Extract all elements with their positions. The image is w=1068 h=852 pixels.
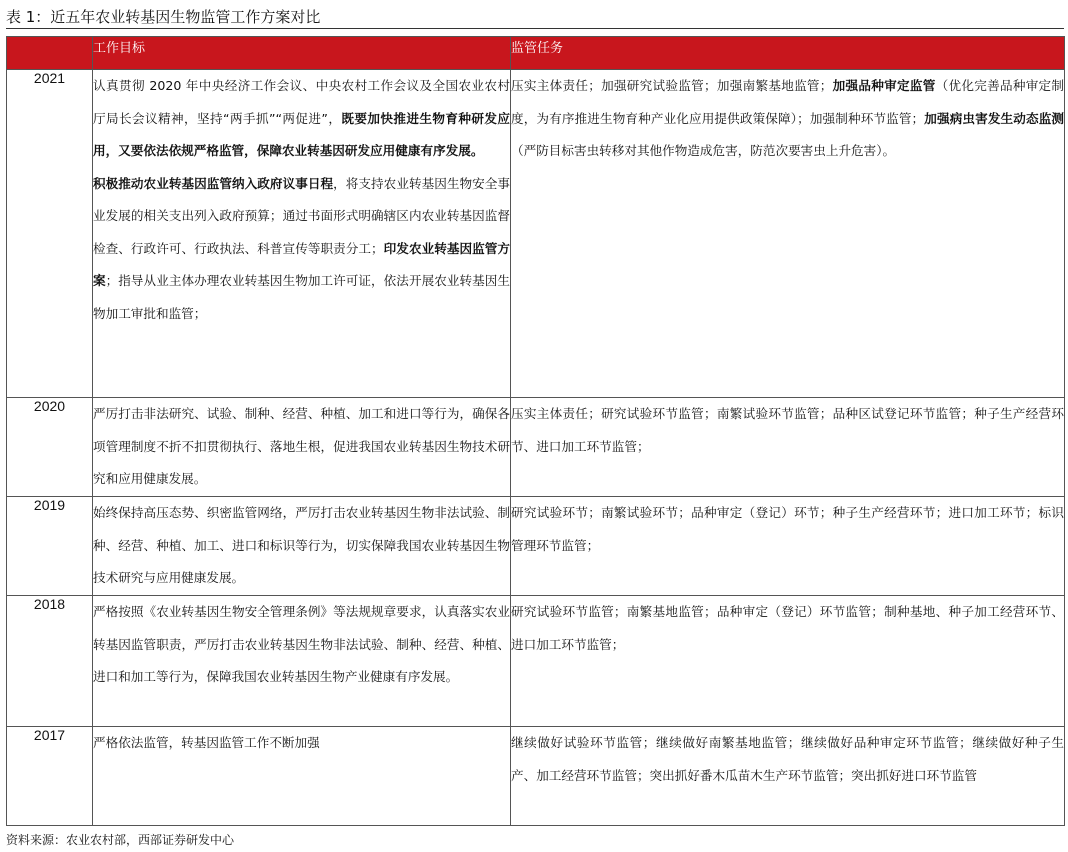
cell-paragraph (93, 168, 510, 331)
cell-text: （优化完善品种审定制度，为有序推进生物育种产业化应用提供政策保障）；加强制种环节监管； (511, 78, 1065, 126)
header-task: 监管任务 (511, 37, 1065, 70)
row-year: 2019 (7, 497, 93, 596)
cell-text: 压实主体责任；加强研究试验监管；加强南繁基地监管； (511, 78, 833, 93)
header-goal: 工作目标 (93, 37, 511, 70)
cell-text: 研究试验环节监管；南繁基地监管；品种审定（登记）环节监管；制种基地、种子加工经营环节、进口加工环节监管； (511, 604, 1064, 652)
cell-paragraph (93, 596, 510, 694)
row-task (511, 727, 1065, 826)
row-year: 2018 (7, 596, 93, 727)
cell-paragraph (511, 497, 1064, 562)
cell-text: 始终保持高压态势、织密监管网络，严厉打击农业转基因生物非法试验、制种、经营、种植、加工、进口和标识等行为，切实保障我国农业转基因生物技术研究与应用健康发展。 (93, 505, 510, 585)
row-year: 2021 (7, 70, 93, 398)
row-goal (93, 727, 511, 826)
cell-text: 压实主体责任；研究试验环节监管；南繁试验环节监管；品种区试登记环节监管；种子生产经营环节、进口加工环节监管； (511, 406, 1064, 454)
row-goal (93, 398, 511, 497)
cell-text: （严防目标害虫转移对其他作物造成危害，防范次要害虫上升危害）。 (511, 143, 896, 158)
row-year: 2020 (7, 398, 93, 497)
cell-text: 严格按照《农业转基因生物安全管理条例》等法规规章要求，认真落实农业转基因监管职责，严厉打击农业转基因生物非法试验、制种、经营、种植、进口和加工等行为，保障我国农业转基因生物产业健康有序发展。 (93, 604, 510, 684)
cell-paragraph (93, 497, 510, 595)
cell-paragraph (93, 398, 510, 496)
row-goal (93, 70, 511, 398)
comparison-table (6, 36, 1065, 826)
cell-text: 继续做好试验环节监管；继续做好南繁基地监管；继续做好品种审定环节监管；继续做好种子生产、加工经营环节监管；突出抓好番木瓜苗木生产环节监管；突出抓好进口环节监管 (511, 735, 1064, 783)
row-goal (93, 596, 511, 727)
cell-paragraph (93, 727, 510, 760)
emphasis-text: 积极推动农业转基因监管纳入政府议事日程 (93, 175, 334, 191)
table-title: 表 1：近五年农业转基因生物监管工作方案对比 (6, 8, 321, 26)
cell-text: 严厉打击非法研究、试验、制种、经营、种植、加工和进口等行为，确保各项管理制度不折不扣贯彻执行、落地生根，促进我国农业转基因生物技术研究和应用健康发展。 (93, 406, 510, 486)
header-year (7, 37, 93, 70)
cell-paragraph (511, 398, 1064, 463)
table-row (7, 398, 1065, 497)
cell-paragraph (511, 70, 1064, 168)
cell-text: ，将支持农业转基因生物安全事业发展的相关支出列入政府预算；通过书面形式明确辖区内农业转基因监督检查、行政许可、行政执法、科普宣传等职责分工； (93, 175, 511, 256)
emphasis-text: 加强品种审定监管 (832, 78, 936, 93)
cell-paragraph (93, 70, 510, 168)
cell-text: 认真贯彻 2020 年中央经济工作会议、中央农村工作会议及全国农业农村厅局长会议精神，坚持“两手抓”“两促进”， (93, 78, 510, 126)
row-task (511, 497, 1065, 596)
table-row (7, 596, 1065, 727)
table-row (7, 70, 1065, 398)
row-year: 2017 (7, 727, 93, 826)
table-header-row (7, 37, 1065, 70)
emphasis-text: 既要加快推进生物育种研发应用，又要依法依规严格监管，保障农业转基因研发应用健康有序发展。 (93, 110, 510, 158)
cell-paragraph (511, 727, 1064, 792)
emphasis-text: 印发农业转基因监管方案 (93, 240, 511, 288)
row-goal (93, 497, 511, 596)
cell-text: ；指导从业主体办理农业转基因生物加工许可证，依法开展农业转基因生物加工审批和监管； (93, 273, 511, 321)
row-task (511, 398, 1065, 497)
cell-text: 研究试验环节；南繁试验环节；品种审定（登记）环节；种子生产经营环节；进口加工环节；标识管理环节监管； (511, 505, 1064, 553)
row-task (511, 596, 1065, 727)
table-row (7, 497, 1065, 596)
row-task (511, 70, 1065, 398)
source-note: 资料来源：农业农村部，西部证券研发中心 (6, 833, 235, 847)
title-divider (6, 28, 1064, 29)
cell-text: 严格依法监管，转基因监管工作不断加强 (93, 735, 320, 750)
table-row (7, 727, 1065, 826)
emphasis-text: 加强病虫害发生动态监测 (924, 110, 1065, 126)
cell-paragraph (511, 596, 1064, 661)
